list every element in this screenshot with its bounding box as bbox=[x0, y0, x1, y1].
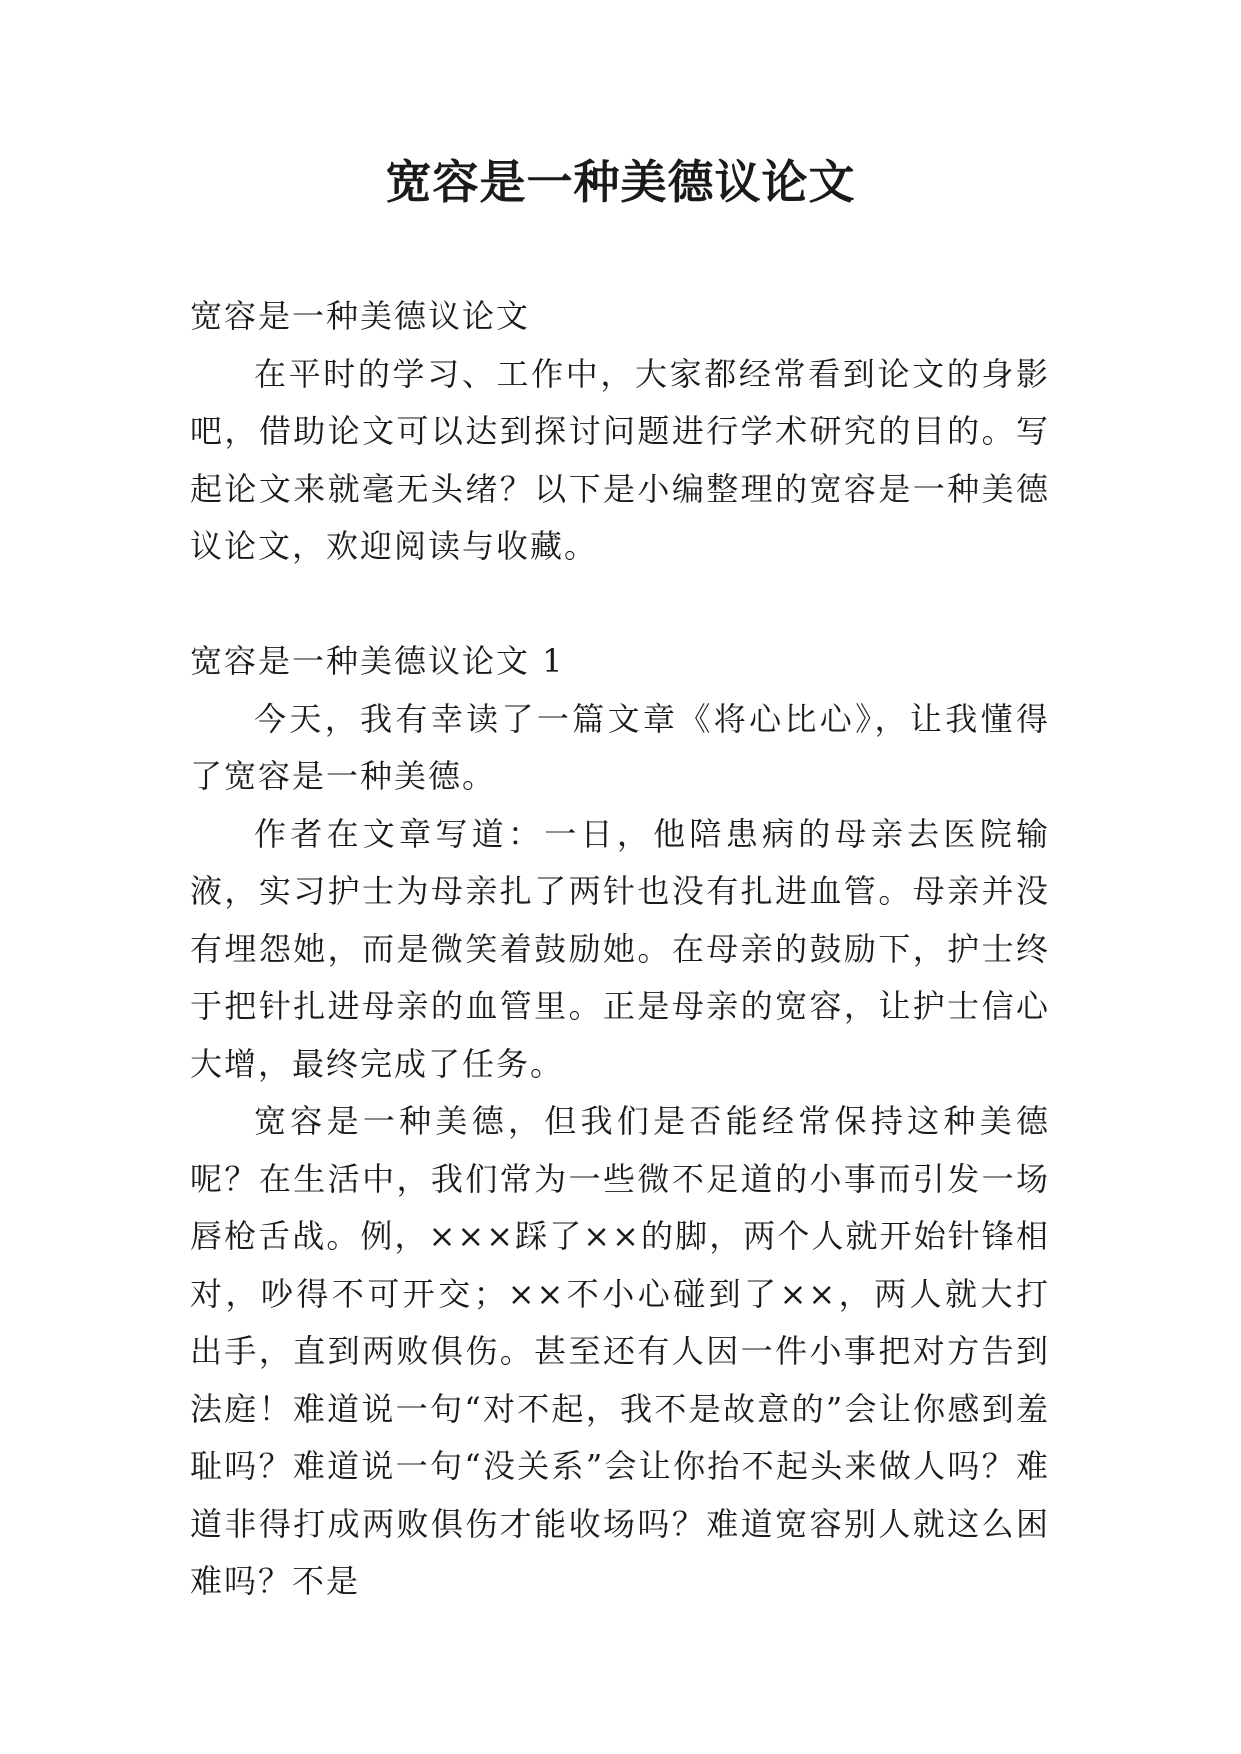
document-title: 宽容是一种美德议论文 bbox=[385, 155, 856, 209]
intro-heading: 宽容是一种美德议论文 bbox=[190, 297, 531, 335]
intro-paragraph: 在平时的学习、工作中，大家都经常看到论文的身影吧，借助论文可以达到探讨问题进行学术研究的目的。写起论文来就毫无头绪？以下是小编整理的宽容是一种美德议论文，欢迎阅读与收藏。 bbox=[190, 354, 1050, 565]
section-spacer bbox=[190, 576, 1050, 634]
body-paragraph: 今天，我有幸读了一篇文章《将心比心》，让我懂得了宽容是一种美德。 bbox=[190, 699, 1050, 795]
document-body bbox=[190, 288, 1050, 1611]
body-paragraph: 作者在文章写道：一日，他陪患病的母亲去医院输液，实习护士为母亲扎了两针也没有扎进血管。母亲并没有埋怨她，而是微笑着鼓励她。在母亲的鼓励下，护士终于把针扎进母亲的血管里。正是母亲的宽容，让护士信心大增，最终完成了任务。 bbox=[190, 814, 1050, 1083]
section-heading: 宽容是一种美德议论文 1 bbox=[190, 642, 565, 680]
body-paragraph: 宽容是一种美德，但我们是否能经常保持这种美德呢？在生活中，我们常为一些微不足道的小事而引发一场唇枪舌战。例，×××踩了××的脚，两个人就开始针锋相对，吵得不可开交；××不小心碰到了××，两人就大打出手，直到两败俱伤。甚至还有人因一件小事把对方告到法庭！难道说一句“对不起，我不是故意的”会让你感到羞耻吗？难道说一句“没关系”会让你抬不起头来做人吗？难道非得打成两败俱伤才能收场吗？难道宽容别人就这么困难吗？不是 bbox=[190, 1102, 1050, 1600]
